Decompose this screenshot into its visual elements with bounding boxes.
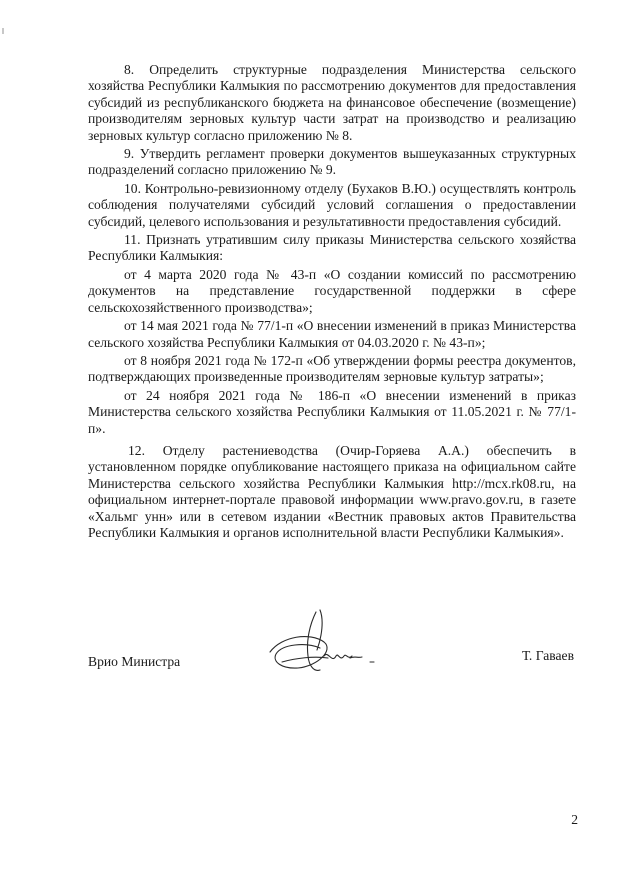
repealed-order-1: от 4 марта 2020 года № 43-п «О создании комиссий по рассмотрению документов на представление государственной поддержки в сфере сельскохозяйственного производства»; xyxy=(88,266,576,315)
paragraph-10: 10. Контрольно-ревизионному отделу (Бухаков В.Ю.) осуществлять контроль соблюдения получателями субсидий условий соглашения о предоставлении субсидий, целевого использования и результативности предоставления субсидий. xyxy=(88,180,576,229)
signature-block xyxy=(88,648,576,682)
paragraph-8: 8. Определить структурные подразделения Министерства сельского хозяйства Республики Калмыкия по рассмотрению документов для предоставления субсидий из республиканского бюджета на финансовое обеспечение (возмещение) производителям зерновых культур части затрат на производство и реализацию зерновых культур согласно приложению № 8. xyxy=(88,62,576,143)
paragraph-11: 11. Признать утратившим силу приказы Министерства сельского хозяйства Республики Калмыкия: xyxy=(88,232,576,264)
signer-name: Т. Гаваев xyxy=(521,648,574,663)
scan-edge-mark xyxy=(2,28,4,34)
paragraph-12: 12. Отделу растениеводства (Очир-Горяева А.А.) обеспечить в установленном порядке опубликование настоящего приказа на официальном сайте Министерства сельского хозяйства Республики Калмыкия http://mcx.rk08.ru, на официальном интернет-портале правовой информации www.pravo.gov.ru, в газете «Хальмг унн» или в сетевом издании «Вестник правовых актов Правительства Республики Калмыкия и органов исполнительной власти Республики Калмыкия». xyxy=(88,442,576,540)
repealed-order-2: от 14 мая 2021 года № 77/1-п «О внесении изменений в приказ Министерства сельского хозяйства Республики Калмыкия от 04.03.2020 г. № 43-п»; xyxy=(88,318,576,350)
paragraph-9: 9. Утвердить регламент проверки документов вышеуказанных структурных подразделений согласно приложению № 9. xyxy=(88,146,576,178)
repealed-order-4: от 24 ноября 2021 года № 186-п «О внесении изменений в приказ Министерства сельского хозяйства Республики Калмыкия от 11.05.2021 г. № 77/1-п». xyxy=(88,387,576,436)
page-number: 2 xyxy=(571,812,578,827)
document-body xyxy=(88,62,576,543)
repealed-order-3: от 8 ноября 2021 года № 172-п «Об утверждении формы реестра документов, подтверждающих произведенные производителям зерновые культур затраты»; xyxy=(88,352,576,385)
signer-title: Врио Министра xyxy=(88,654,181,669)
